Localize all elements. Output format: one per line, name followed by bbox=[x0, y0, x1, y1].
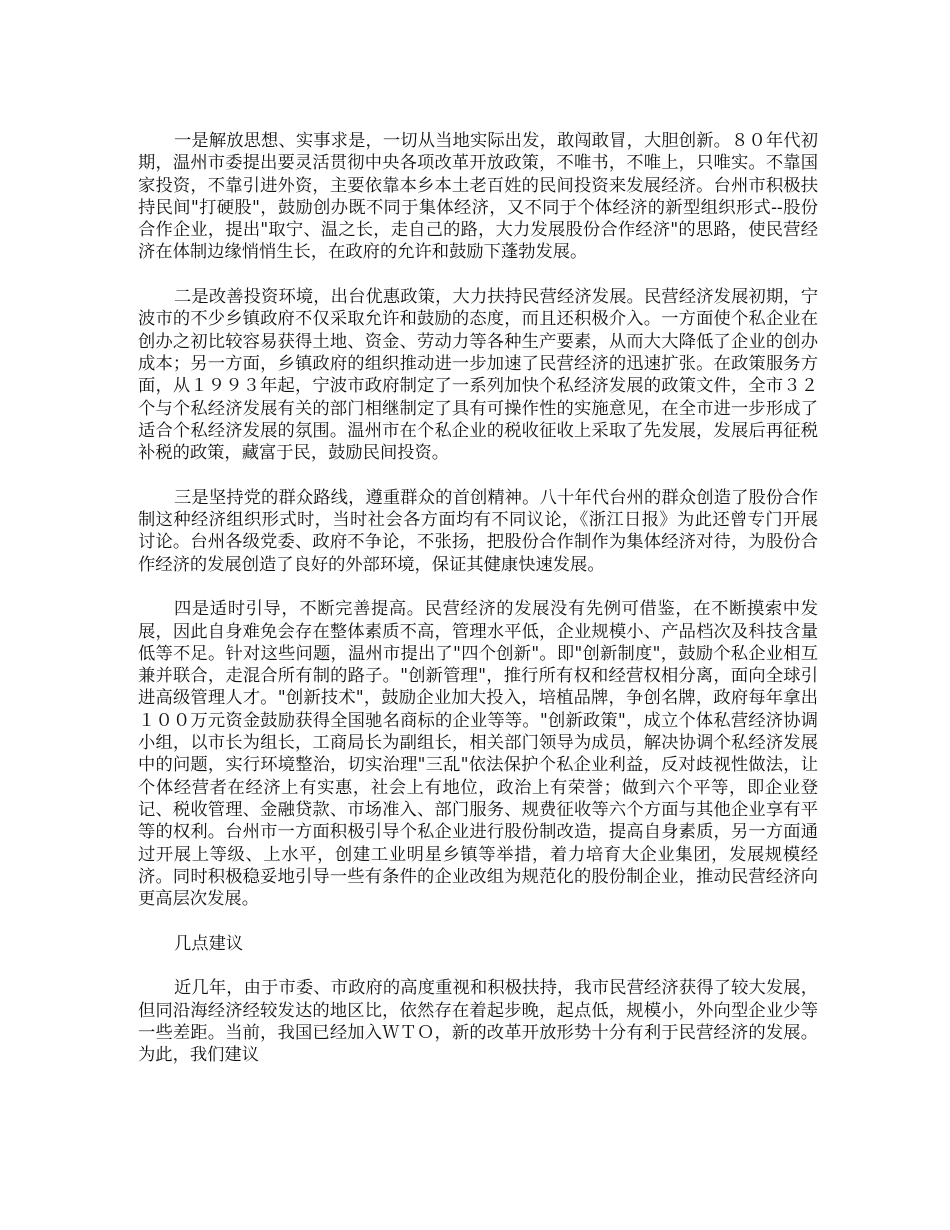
paragraph-mass-line: 三是坚持党的群众路线，遵重群众的首创精神。八十年代台州的群众创造了股份合作制这种经济组织形式时，当时社会各方面均有不同议论，《浙江日报》为此还曾专门开展讨论。台州各级党委、政府不争论，不张扬，把股份合作制作为集体经济对待，为股份合作经济的发展创造了良好的外部环境，保证其健康快速发展。 bbox=[138, 487, 818, 575]
paragraph-timely-guidance: 四是适时引导，不断完善提高。民营经济的发展没有先例可借鉴，在不断摸索中发展，因此自身难免会存在整体素质不高，管理水平低，企业规模小、产品档次及科技含量低等不足。针对这些问题，温州市提出了"四个创新"。即"创新制度"，鼓励个私企业相互兼并联合，走混合所有制的路子。"创新管理"，推行所有权和经营权相分离，面向全球引进高级管理人才。"创新技术"，鼓励企业加大投入，培植品牌，争创名牌，政府每年拿出１００万元资金鼓励获得全国驰名商标的企业等等。"创新政策"，成立个体私营经济协调小组，以市长为组长，工商局长为副组长，相关部门领导为成员，解决协调个私经济发展中的问题，实行环境整治，切实治理"三乱"依法保护个私企业利益，反对歧视性做法，让个体经营者在经济上有实惠，社会上有地位，政治上有荣誉；做到六个平等，即企业登记、税收管理、金融贷款、市场准入、部门服务、规费征收等六个方面与其他企业享有平等的权利。台州市一方面积极引导个私企业进行股份制改造，提高自身素质，另一方面通过开展上等级、上水平，创建工业明星乡镇等举措，着力培育大企业集团，发展规模经济。同时积极稳妥地引导一些有条件的企业改组为规范化的股份制企业，推动民营经济向更高层次发展。 bbox=[138, 599, 818, 910]
document-body bbox=[138, 130, 818, 1089]
paragraph-investment-environment: 二是改善投资环境，出台优惠政策，大力扶持民营经济发展。民营经济发展初期，宁波市的不少乡镇政府不仅采取允许和鼓励的态度，而且还积极介入。一方面使个私企业在创办之初比较容易获得土地、资金、劳动力等各种生产要素，从而大大降低了企业的创办成本；另一方面，乡镇政府的组织推动进一步加速了民营经济的迅速扩张。在政策服务方面，从１９９３年起，宁波市政府制定了一系列加快个私经济发展的政策文件，全市３２个与个私经济发展有关的部门相继制定了具有可操作性的实施意见，在全市进一步形成了适合个私经济发展的氛围。温州市在个私企业的税收征收上采取了先发展，发展后再征税补税的政策，藏富于民，鼓励民间投资。 bbox=[138, 287, 818, 464]
paragraph-recommendations-intro: 近几年，由于市委、市政府的高度重视和积极扶持，我市民营经济获得了较大发展，但同沿海经济经较发达的地区比，依然存在着起步晚，起点低，规模小，外向型企业少等一些差距。当前，我国已经加入ＷＴＯ，新的改革开放形势十分有利于民营经济的发展。为此，我们建议 bbox=[138, 978, 818, 1066]
paragraph-emancipate-mind: 一是解放思想、实事求是，一切从当地实际出发，敢闯敢冒，大胆创新。８０年代初期，温州市委提出要灵活贯彻中央各项改革开放政策，不唯书，不唯上，只唯实。不靠国家投资，不靠引进外资，主要依靠本乡本土老百姓的民间投资来发展经济。台州市积极扶持民间"打硬股"，鼓励创办既不同于集体经济，又不同于个体经济的新型组织形式--股份合作企业，提出"取宁、温之长，走自己的路，大力发展股份合作经济"的思路，使民营经济在体制边缘悄悄生长，在政府的允许和鼓励下蓬勃发展。 bbox=[138, 131, 818, 263]
section-heading: 几点建议 bbox=[174, 933, 244, 954]
